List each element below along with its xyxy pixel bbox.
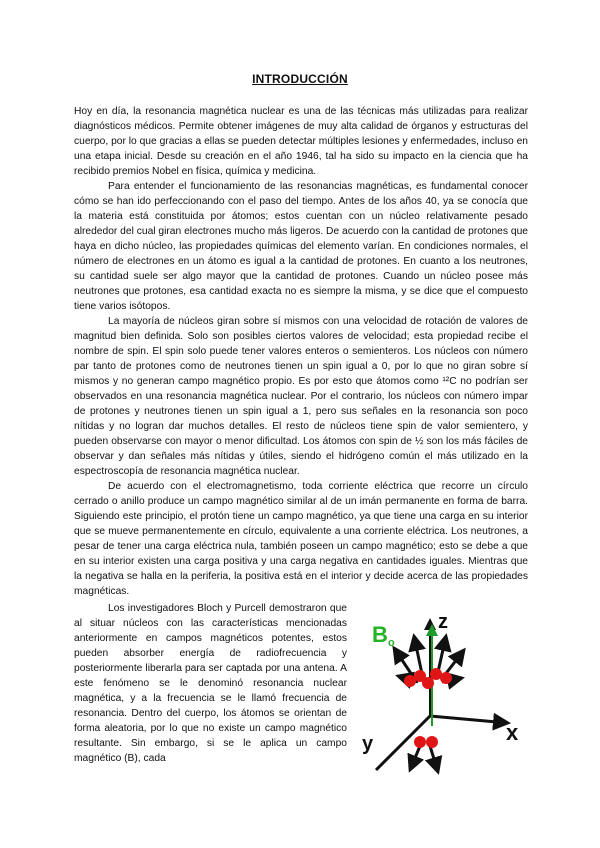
document-body	[74, 104, 528, 599]
z-axis-label: z	[438, 611, 448, 633]
spin-diagram-svg	[358, 608, 530, 778]
spin-arrow	[410, 746, 420, 770]
y-axis-label: y	[362, 733, 374, 755]
field-subscript: o	[388, 637, 395, 649]
nucleus-sphere	[414, 736, 426, 748]
paragraph-4: De acuerdo con el electromagnetismo, toda corriente eléctrica que recorre un círculo cerrado o anillo produce un campo magnético similar al de un imán permanente en forma de barra. Siguiendo este principio, el protón tiene un campo magnético, ya que tiene una carga en su interior que se mueve permanentemente en círculo, equivalente a una corriente eléctrica. Los neutrones, a pesar de tener una carga eléctrica nula, también poseen un campo magnético; esto se debe a que en su interior existen una carga positiva y una carga negativa en cantidades iguales. Mientras que la negativa se halla en la periferia, la positiva está en el interior y decide acerca de las propiedades magnéticas.	[74, 481, 528, 597]
paragraph-3: La mayoría de núcleos giran sobre sí mismos con una velocidad de rotación de valores de magnitud bien definida. Solo son posibles ciertos valores de velocidad; esta propiedad recibe el nombre de spin. El spin solo puede tener valores enteros o semienteros. Los núcleos con número par tanto de protones como de neutrones tienen un spin igual a 0, por lo que no giran sobre sí mismos y no generan campo magnético propio. Es por esto que átomos como ¹²C no podrían ser observados en una resonancia magnética nuclear. Por el contrario, los núcleos con número impar de protones y neutrones tienen un spin igual a 1, pero sus señales en la resonancia son poco nítidas y no logran dar muchos detalles. El resto de núcleos tiene spin de valor semientero, y pueden observarse con mayor o menor dificultad. Los átomos con spin de ½ son los más fáciles de observar y dan señales más nítidas y útiles, siendo el hidrógeno común el más utilizado en la espectroscopía de resonancia magnética nuclear.	[74, 316, 528, 477]
wrapped-text-block	[74, 601, 347, 766]
paragraph-2: Para entender el funcionamiento de las resonancias magnéticas, es fundamental conocer cómo se han ido perfeccionando con el paso del tiempo. Antes de los años 40, ya se conocía que la materia está constituida por átomos; estos cuentan con un núcleo relativamente pesado alrededor del cual giran electrones mucho más ligeros. De acuerdo con la cantidad de protones que haya en dicho núcleo, las propiedades químicas del elemento varían. En condiciones normales, el número de electrones en un átomo es igual a la cantidad de protones. En cuanto a los neutrones, su cantidad suele ser algo mayor que la cantidad de protones. Cuando un núcleo posee más neutrones que protones, esa cantidad exacta no es siempre la misma, y se dice que el compuesto tiene varios isótopos.	[74, 181, 528, 312]
paragraph-1: Hoy en día, la resonancia magnética nuclear es una de las técnicas más utilizadas para realizar diagnósticos médicos. Permite obtener imágenes de muy alta calidad de órganos y estructuras del cuerpo, por lo que gracias a ellas se pueden detectar múltiples lesiones y enfermedades, incluso en una etapa inicial. Desde su creación en el año 1946, tal ha sido su impacto en la ciencia que ha recibido premios Nobel en física, química y medicina.	[74, 106, 528, 177]
spin-arrow	[414, 636, 422, 674]
spin-arrow	[430, 746, 438, 772]
spin-arrow	[394, 648, 414, 678]
nucleus-sphere	[440, 672, 452, 684]
paragraph-5: Los investigadores Bloch y Purcell demostraron que al situar núcleos con las características mencionadas anteriormente en campos magnéticos potentes, estos pueden absorber energía de radiofrecuencia y posteriormente liberarla para ser captada por una antena. A este fenómeno se le denominó resonancia nuclear magnética, y a la frecuencia se le llamó frecuencia de resonancia. Dentro del cuerpo, los átomos se orientan de forma aleatoria, por lo que no existe un campo magnético resultante. Sin embargo, si se le aplica un campo magnético (B), cada	[74, 603, 347, 764]
field-label: B	[372, 622, 388, 647]
document-title: INTRODUCCIÓN	[252, 72, 348, 86]
spin-arrow	[438, 636, 446, 672]
x-axis-label: x	[506, 720, 519, 745]
nuclear-spin-figure	[358, 608, 530, 778]
x-axis-line	[430, 716, 508, 723]
nucleus-sphere	[426, 736, 438, 748]
nucleus-sphere	[422, 677, 434, 689]
